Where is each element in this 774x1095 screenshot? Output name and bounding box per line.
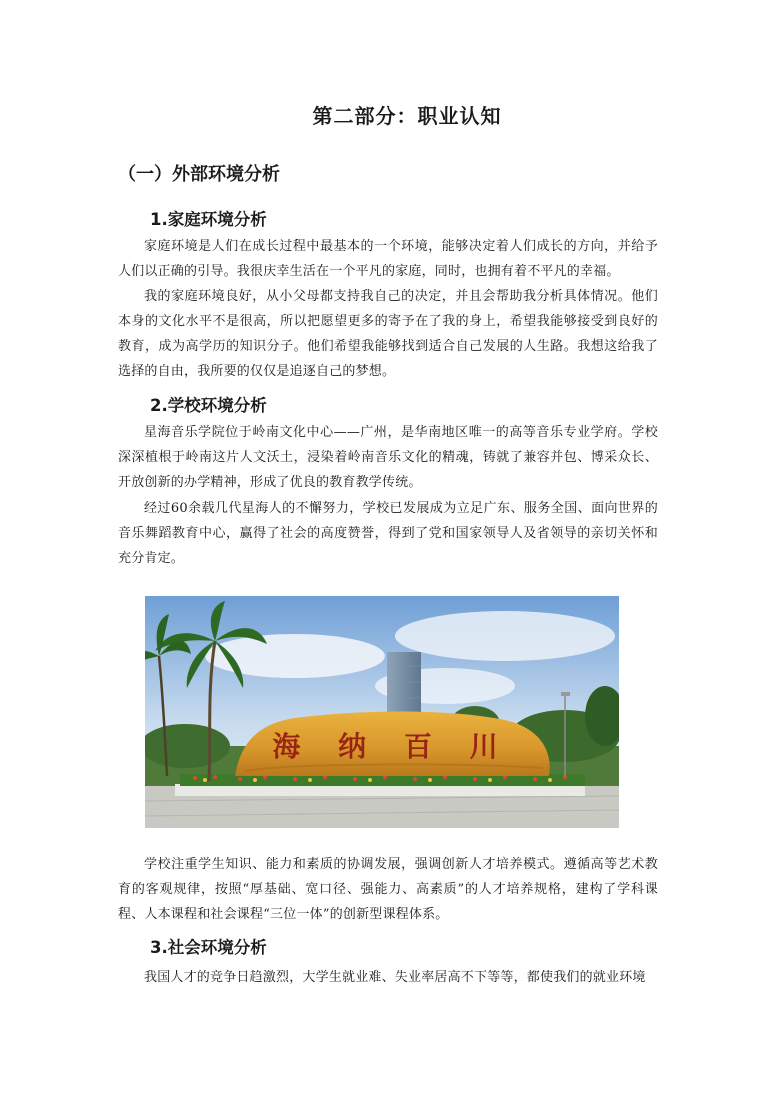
paragraph-school-1: 星海音乐学院位于岭南文化中心——广州，是华南地区唯一的高等音乐专业学府。学校深深植根于岭南这片人文沃土，浸染着岭南音乐文化的精魂，铸就了兼容并包、博采众长、开放创新的办学精神，形成了优良的教育教学传统。	[118, 425, 658, 490]
subheading-social-environment: 3.社会环境分析	[150, 938, 267, 957]
section-heading-external-environment: （一）外部环境分析	[118, 164, 280, 185]
stone-inscription: 海 纳 百 川	[272, 730, 512, 763]
subheading-school-environment: 2.学校环境分析	[150, 396, 267, 415]
paragraph-family-1: 家庭环境是人们在成长过程中最基本的一个环境，能够决定着人们成长的方向，并给予人们以正确的引导。我很庆幸生活在一个平凡的家庭，同时，也拥有着不平凡的幸福。	[118, 239, 658, 279]
paragraph-family-2: 我的家庭环境良好，从小父母都支持我自己的决定，并且会帮助我分析具体情况。他们本身的文化水平不是很高，所以把愿望更多的寄予在了我的身上，希望我能够接受到良好的教育，成为高学历的知识分子。他们希望我能够找到适合自己发展的人生路。我想这给我了选择的自由，我所要的仅仅是追逐自己的梦想。	[118, 289, 658, 379]
paragraph-school-2: 经过60余载几代星海人的不懈努力，学校已发展成为立足广东、服务全国、面向世界的音乐舞蹈教育中心，赢得了社会的高度赞誉，得到了党和国家领导人及省领导的亲切关怀和充分肯定。	[118, 501, 658, 566]
subheading-family-environment: 1.家庭环境分析	[150, 210, 267, 229]
page-title: 第二部分：职业认知	[312, 104, 502, 128]
paragraph-school-3: 学校注重学生知识、能力和素质的协调发展，强调创新人才培养模式。遵循高等艺术教育的客观规律，按照“厚基础、宽口径、强能力、高素质”的人才培养规格，建构了学科课程、人本课程和社会课程“三位一体”的创新型课程体系。	[118, 857, 658, 922]
paragraph-social-1: 我国人才的竞争日趋激烈，大学生就业难、失业率居高不下等等，都使我们的就业环境	[144, 970, 646, 985]
campus-stone-photo	[145, 596, 619, 828]
